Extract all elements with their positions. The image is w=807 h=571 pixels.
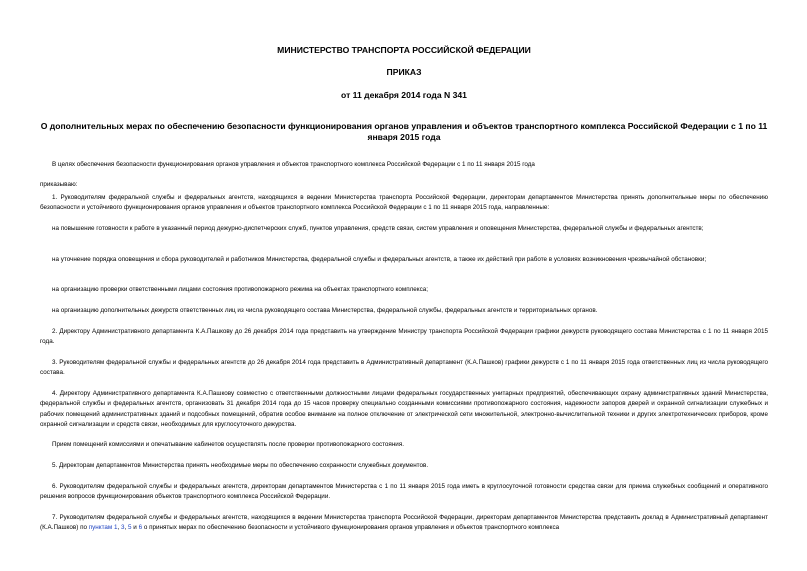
paragraph-1-c: на организацию проверки ответственными лицами состояния противопожарного режима на объектах транспортного комплекса;: [52, 286, 429, 293]
sep-2: ,: [124, 524, 129, 532]
paragraph-1-d: на организацию дополнительных дежурств ответственных лиц из числа руководящего состава Министерства, федеральной службы, федеральных агентств и территориальных органов.: [52, 307, 598, 314]
doc-type-heading: ПРИКАЗ: [386, 67, 422, 77]
paragraph-1-a: на повышение готовности к работе в указанный период дежурно-диспетчерских служб, пунктов управления, средств связи, систем управления и оповещения Министерства, федеральной службы и федеральных агентств;: [52, 225, 704, 232]
preamble: В целях обеспечения безопасности функционирования органов управления и объектов транспортного комплекса Российской Федерации с 1 по 11 января 2015 года: [52, 161, 535, 168]
sep-1: ,: [117, 524, 121, 532]
ministry-heading: МИНИСТЕРСТВО ТРАНСПОРТА РОССИЙСКОЙ ФЕДЕРАЦИИ: [277, 45, 531, 55]
link-point-3[interactable]: 3: [121, 524, 125, 532]
link-point-6[interactable]: 6: [138, 524, 143, 532]
sep-3: и: [131, 524, 139, 532]
paragraph-1-b: на уточнение порядка оповещения и сбора руководителей и работников Министерства, федеральной службы и федеральных агентств, а также их действий при работе в условиях возникновения чрезвычайной обстановки;: [52, 256, 707, 263]
paragraph-2: 2. Директору Административного департамента К.А.Пашкову до 26 декабря 2014 года представить на утверждение Министру транспорта Российской Федерации графики дежурств руководящего состава Министерства с 1 по 11 января 2015 года.: [40, 328, 768, 346]
paragraph-7: [40, 513, 768, 534]
link-point-5[interactable]: 5: [128, 524, 132, 532]
paragraph-5: 5. Директорам департаментов Министерства принять необходимые меры по обеспечению сохранности служебных документов.: [52, 462, 429, 469]
order-word: приказываю:: [40, 181, 78, 188]
paragraph-4: 4. Директору Административного департамента К.А.Пашкову совместно с ответственными должностными лицами федеральных государственных унитарных предприятий, обеспечивающих охрану административных зданий Министерства, федеральной службы и федеральных агентств, организовать 31 декабря 2014 года до 15 часов проверку специально созданными комиссиями противопожарного состояния, надежности запоров дверей и охранной сигнализации служебных и рабочих помещений административных зданий и подсобных помещений, обратив особое внимание на полное отключение от электрической сети множительной, электронно-вычислительной техники и других электротехнических приборов, кроме охранной сигнализации и средств связи, необходимых для круглосуточного дежурства.: [40, 390, 768, 429]
paragraph-1: 1. Руководителям федеральной службы и федеральных агентств, находящихся в ведении Министерства транспорта Российской Федерации, директорам департаментов Министерства принять дополнительные меры по обеспечению безопасности и устойчивого функционирования органов управления и объектов транспортного комплекса Российской Федерации с 1 по 11 января 2015 года, направленные:: [40, 194, 768, 212]
paragraph-6: 6. Руководителям федеральной службы и федеральных агентств, директорам департаментов Министерства с 1 по 11 января 2015 года иметь в круглосуточной готовности средства связи для приема служебных сообщений и оперативного решения вопросов функционирования объектов транспортного комплекса Российской Федерации.: [40, 483, 768, 501]
paragraph-7-end: о принятых мерах по обеспечению безопасности и устойчивого функционирования органов управления и объектов транспортного комплекса: [142, 524, 560, 532]
date-number-heading: от 11 декабря 2014 года N 341: [341, 90, 467, 100]
paragraph-3: 3. Руководителям федеральной службы и федеральных агентств до 26 декабря 2014 года представить в Административный департамент (К.А.Пашков) графики дежурств с 1 по 11 января 2015 года ответственных лиц из числа руководящего состава.: [40, 359, 768, 377]
paragraph-4-b: Прием помещений комиссиями и опечатывание кабинетов осуществлять после проверки противопожарного состояния.: [52, 441, 404, 448]
document-title: О дополнительных мерах по обеспечению безопасности функционирования органов управления и объектов транспортного комплекса Российской Федерации с 1 по 11 января 2015 года: [40, 121, 768, 142]
paragraph-7-start: 7. Руководителям федеральной службы и федеральных агентств, находящихся в ведении Министерства транспорта Российской Федерации, директорам департаментов Министерства представить доклад в Административный департамент (К.А.Пашков) по: [40, 514, 768, 532]
link-point-1[interactable]: пунктам 1: [88, 524, 118, 532]
